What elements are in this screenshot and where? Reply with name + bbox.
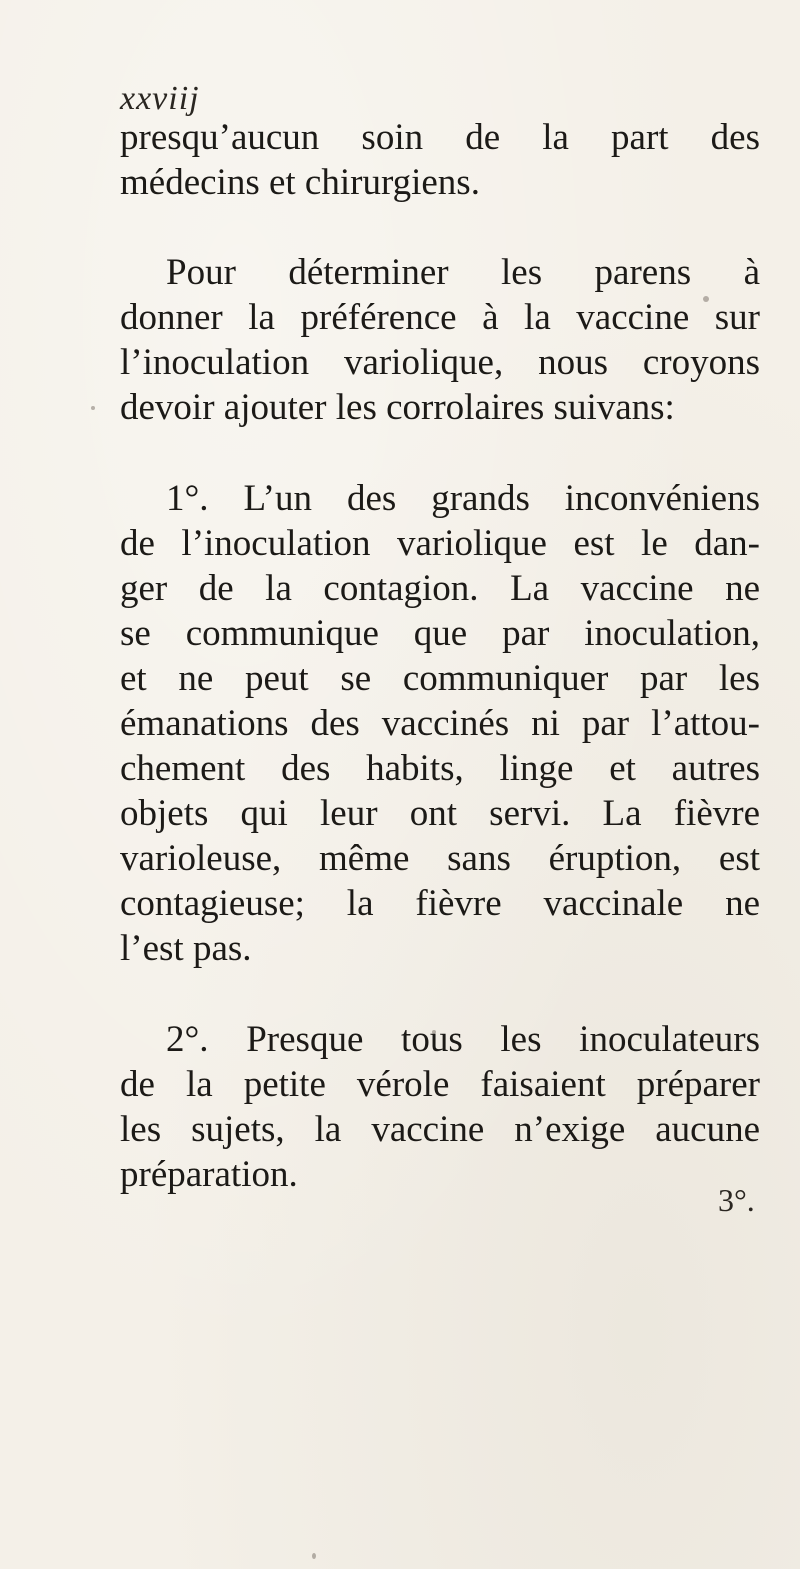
text-line: objets qui leur ont servi. La fièvre bbox=[120, 793, 760, 834]
text-line: ger de la contagion. La vaccine ne bbox=[120, 568, 760, 609]
text-line: presqu’aucun soin de la part des bbox=[120, 117, 760, 158]
text-line: Pour déterminer les parens à bbox=[166, 252, 760, 293]
text-line: et ne peut se communiquer par les bbox=[120, 658, 760, 699]
paragraph-1 bbox=[120, 115, 760, 205]
page-body bbox=[120, 115, 760, 1243]
text-line: de la petite vérole faisaient préparer bbox=[120, 1064, 760, 1105]
paper-speck bbox=[91, 406, 95, 410]
text-line: 2°. Presque tous les inoculateurs bbox=[166, 1019, 760, 1060]
text-line: de l’inoculation variolique est le dan- bbox=[120, 523, 760, 564]
paragraph-4 bbox=[120, 1017, 760, 1197]
text-line: émanations des vaccinés ni par l’attou- bbox=[120, 703, 760, 744]
text-line: contagieuse; la fièvre vaccinale ne bbox=[120, 883, 760, 924]
text-line: donner la préférence à la vaccine sur bbox=[120, 297, 760, 338]
paper-speck bbox=[703, 296, 709, 302]
text-line: médecins et chirurgiens. bbox=[120, 162, 480, 203]
paper-speck bbox=[312, 1553, 316, 1559]
text-line: se communique que par inoculation, bbox=[120, 613, 760, 654]
text-line: devoir ajouter les corrolaires suivans: bbox=[120, 387, 675, 428]
text-line: l’inoculation variolique, nous croyons bbox=[120, 342, 760, 383]
text-line: 1°. L’un des grands inconvéniens bbox=[166, 478, 760, 519]
text-line: chement des habits, linge et autres bbox=[120, 748, 760, 789]
paper-speck bbox=[432, 1030, 436, 1034]
text-line: l’est pas. bbox=[120, 928, 252, 969]
text-line: les sujets, la vaccine n’exige aucune bbox=[120, 1109, 760, 1150]
text-line: varioleuse, même sans éruption, est bbox=[120, 838, 760, 879]
signature-mark: xxviij bbox=[120, 80, 200, 117]
paragraph-2 bbox=[120, 250, 760, 430]
catchword: 3°. bbox=[718, 1182, 755, 1218]
paragraph-3 bbox=[120, 476, 760, 971]
text-line: préparation. bbox=[120, 1154, 298, 1195]
